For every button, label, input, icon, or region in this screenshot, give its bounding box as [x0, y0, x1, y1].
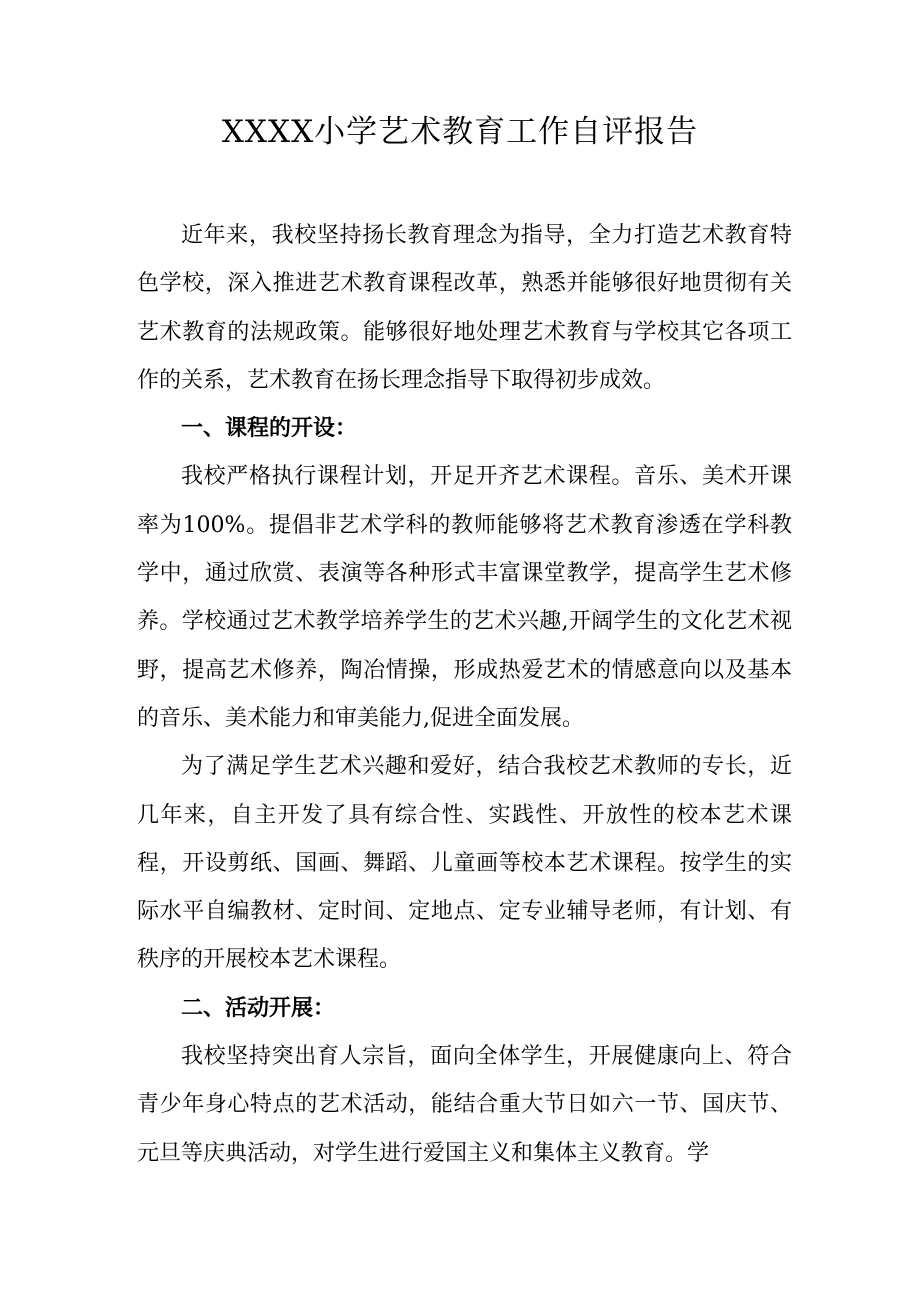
section-heading-courses: 一、课程的开设：	[181, 416, 358, 442]
document-body	[137, 212, 792, 1178]
intro-paragraph: 近年来，我校坚持扬长教育理念为指导，全力打造艺术教育特色学校，深入推进艺术教育课程改革，熟悉并能够很好地贯彻有关艺术教育的法规政策。能够很好地处理艺术教育与学校其它各项工作的关系，艺术教育在扬长理念指导下取得初步成效。	[137, 223, 792, 393]
activities-paragraph-1: 我校坚持突出育人宗旨，面向全体学生，开展健康向上、符合青少年身心特点的艺术活动，能结合重大节日如六一节、国庆节、元旦等庆典活动，对学生进行爱国主义和集体主义教育。学	[137, 1044, 792, 1166]
courses-paragraph-1: 我校严格执行课程计划，开足开齐艺术课程。音乐、美术开课率为100%。提倡非艺术学科的教师能够将艺术教育渗透在学科教学中，通过欣赏、表演等各种形式丰富课堂教学，提高学生艺术修养。学校通过艺术教学培养学生的艺术兴趣,开阔学生的文化艺术视野，提高艺术修养，陶冶情操，形成热爱艺术的情感意向以及基本的音乐、美术能力和审美能力,促进全面发展。	[137, 464, 792, 731]
section-heading-activities: 二、活动开展：	[181, 995, 336, 1021]
courses-paragraph-2: 为了满足学生艺术兴趣和爱好，结合我校艺术教师的专长，近几年来，自主开发了具有综合性、实践性、开放性的校本艺术课程，开设剪纸、国画、舞蹈、儿童画等校本艺术课程。按学生的实际水平自编教材、定时间、定地点、定专业辅导老师，有计划、有秩序的开展校本艺术课程。	[137, 754, 792, 973]
document-title: XXXX小学艺术教育工作自评报告	[221, 114, 699, 150]
